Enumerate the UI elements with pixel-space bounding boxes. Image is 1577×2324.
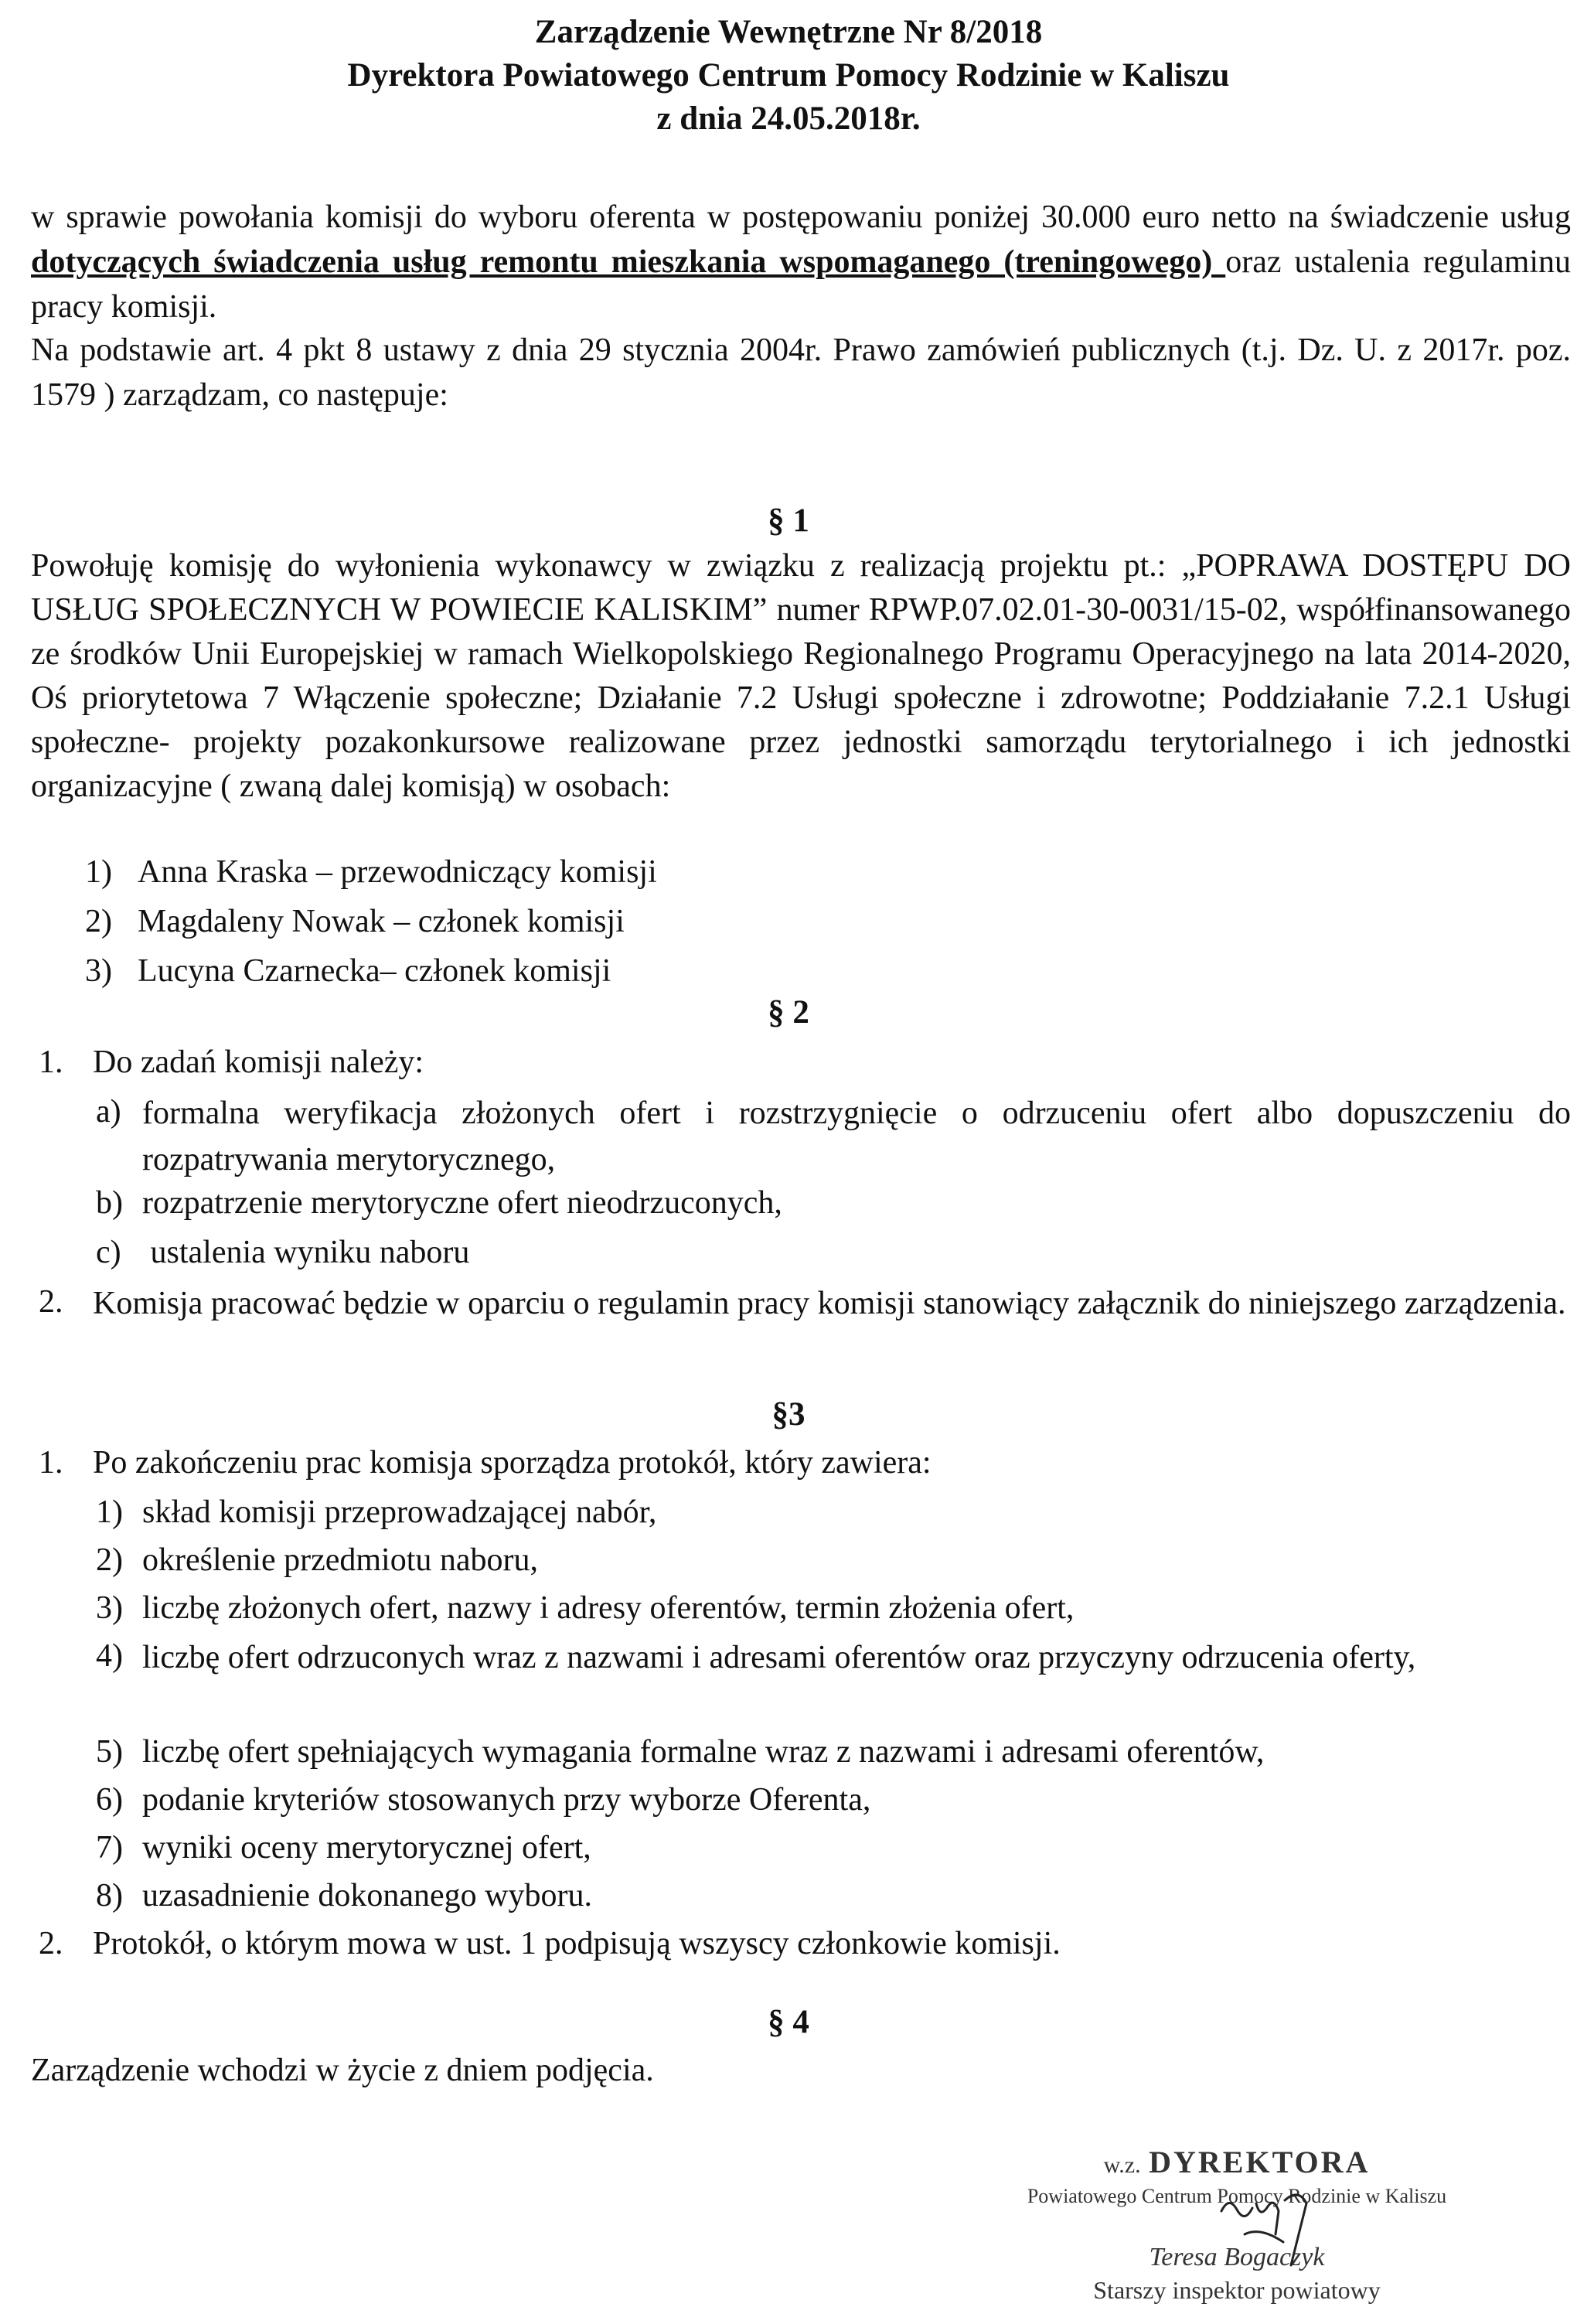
handwritten-signature [1214,2180,1322,2281]
s2-sub-c [96,1231,470,1274]
s3-sub-item [96,1730,1265,1774]
section-4-title: § 4 [768,2004,809,2040]
s3-sub-item [96,1826,591,1869]
sub-text: określenie przedmiotu naboru, [142,1542,538,1578]
item-number: 1. [39,1445,63,1481]
s2-item-2-text: Komisja pracować będzie w oparciu o regulamin pracy komisji stanowiący załącznik do niniejszego zarządzenia. [93,1286,1566,1321]
s3-sub-item [96,1539,538,1582]
member-number: 2) [85,904,112,939]
s3-sub-item [96,1874,592,1917]
sub-number: 1) [96,1494,123,1530]
member-text: Lucyna Czarnecka– członek komisji [138,953,611,989]
s2-sub-b [96,1181,782,1225]
sub-number: 3) [96,1590,123,1626]
subject-text-end: oraz ustalenia regulaminu pracy komisji. [31,244,1571,325]
sub-text: ustalenia wyniku naboru [142,1235,470,1270]
signatory-name: Teresa Bogaczyk [1149,2243,1325,2271]
member-item [85,949,611,993]
s3-sub-item-4-number: 4) [96,1638,123,1674]
member-number: 1) [85,854,112,890]
s2-sub-a-label: a) [96,1094,121,1130]
item-text: Protokół, o którym mowa w ust. 1 podpisują wszyscy członkowie komisji. [93,1926,1061,1961]
sub-label: c) [96,1235,121,1270]
order-date: z dnia 24.05.2018r. [656,101,921,137]
s3-item-1 [39,1441,932,1484]
section-1-title: § 1 [768,503,809,539]
s3-sub-item-4-text: liczbę ofert odrzuconych wraz z nazwami i adresami oferentów oraz przyczyny odrzucenia oferty, [142,1640,1416,1675]
s3-sub-item [96,1586,1075,1630]
stamp-prefix: w.z. [1103,2152,1141,2178]
issuer-line: Dyrektora Powiatowego Centrum Pomocy Rodzinie w Kaliszu [347,57,1230,94]
sub-number: 6) [96,1782,123,1818]
member-text: Anna Kraska – przewodniczący komisji [138,854,657,890]
s2-item-1 [39,1041,424,1084]
stamp-director: DYREKTORA [1149,2145,1371,2179]
sub-text: liczbę ofert spełniających wymagania formalne wraz z nazwami i adresami oferentów, [142,1734,1265,1770]
order-title: Zarządzenie Wewnętrzne Nr 8/2018 [534,14,1043,50]
sub-text: skład komisji przeprowadzającej nabór, [142,1494,657,1530]
sub-text: podanie kryteriów stosowanych przy wyborze Oferenta, [142,1782,871,1818]
sub-number: 7) [96,1830,123,1866]
sub-text: wyniki oceny merytorycznej ofert, [142,1830,591,1866]
sub-text: liczbę złożonych ofert, nazwy i adresy oferentów, termin złożenia ofert, [142,1590,1075,1626]
member-text: Magdaleny Nowak – członek komisji [138,904,625,939]
s3-sub-item [96,1778,871,1821]
sub-text: uzasadnienie dokonanego wyboru. [142,1878,592,1913]
signatory-role: Starszy inspektor powiatowy [1093,2276,1381,2304]
section-2-title: § 2 [768,994,809,1031]
sub-number: 5) [96,1734,123,1770]
s2-sub-a-text: formalna weryfikacja złożonych ofert i rozstrzygnięcie o odrzuceniu ofert albo dopuszczeniu do rozpatrywania merytorycznego, [142,1096,1571,1177]
section-1-paragraph: Powołuję komisję do wyłonienia wykonawcy w związku z realizacją projektu pt.: „POPRAWA DOSTĘPU DO USŁUG SPOŁECZNYCH W POWIECIE KALISKIM” numer RPWP.07.02.01-30-0031/15-02, współfinansowanego ze środków Unii Europejskiej w ramach Wielkopolskiego Regionalnego Programu Operacyjnego na lata 2014-2020, Oś priorytetowa 7 Włączenie społeczne; Działanie 7.2 Usługi społeczne i zdrowotne; Poddziałanie 7.2.1 Usługi społeczne- projekty pozakonkursowe realizowane przez jednostki samorządu terytorialnego i ich jednostki organizacyjne ( zwaną dalej komisją) w osobach: [31,548,1571,804]
sub-label: b) [96,1185,123,1221]
sub-text: rozpatrzenie merytoryczne ofert nieodrzuconych, [142,1185,782,1221]
s3-sub-item [96,1491,657,1534]
s2-item-2-number: 2. [39,1284,63,1320]
item-text: Po zakończeniu prac komisja sporządza protokół, który zawiera: [93,1445,932,1481]
member-item [85,850,657,894]
item-number: 1. [39,1044,63,1080]
subject-paragraph [31,195,1571,329]
document-header [0,11,1577,141]
subject-text-start: w sprawie powołania komisji do wyboru oferenta w postępowaniu poniżej 30.000 euro netto na świadczenie usług [31,199,1571,235]
item-number: 2. [39,1926,63,1961]
subject-underlined: dotyczących świadczenia usług remontu mieszkania wspomaganego (treningowego) [31,244,1226,280]
member-item [85,900,625,943]
sub-number: 2) [96,1542,123,1578]
stamp-title [1020,2145,1453,2183]
member-number: 3) [85,953,112,989]
item-text: Do zadań komisji należy: [93,1044,424,1080]
section-4-text: Zarządzenie wchodzi w życie z dniem podjęcia. [31,2053,654,2088]
section-3-title: §3 [771,1396,806,1433]
stamp-organization: Powiatowego Centrum Pomocy Rodzinie w Kaliszu [1027,2185,1447,2207]
sub-number: 8) [96,1878,123,1913]
legal-basis-paragraph: Na podstawie art. 4 pkt 8 ustawy z dnia 29 stycznia 2004r. Prawo zamówień publicznych (t.j. Dz. U. z 2017r. poz. 1579 ) zarządzam, co następuje: [31,332,1571,413]
s3-item-2 [39,1922,1061,1965]
